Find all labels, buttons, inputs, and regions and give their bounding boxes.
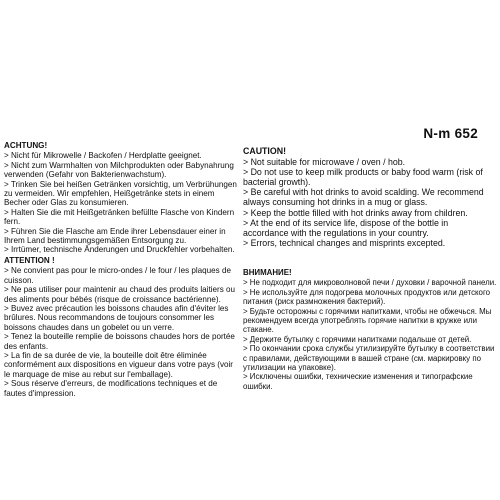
warning-item: > Trinken Sie bei heißen Getränken vorsichtig, um Verbrühungen zu vermeiden. Wir empfehlen, Heißgetränke stets in einem Becher oder Glas zu konsumieren. bbox=[4, 179, 237, 208]
warning-item: > Keep the bottle filled with hot drinks away from children. bbox=[243, 207, 468, 218]
warning-item: > Nicht für Mikrowelle / Backofen / Herdplatte geeignet. bbox=[4, 151, 202, 161]
warning-list bbox=[243, 157, 495, 248]
warning-item: > Ne convient pas pour le micro-ondes / le four / les plaques de cuisson. bbox=[4, 266, 231, 285]
section-heading: ACHTUNG! bbox=[4, 141, 48, 150]
section-heading: ВНИМАНИЕ! bbox=[243, 268, 292, 277]
warning-item: > Not suitable for microwave / oven / hob. bbox=[243, 157, 406, 168]
warning-item: > По окончании срока службы утилизируйте бутылку в соответствии с правилами, действующими в вашей стране (см. маркировку по утилизации на упаковке). bbox=[243, 344, 495, 373]
warning-item: > Errors, technical changes and misprints excepted. bbox=[243, 237, 446, 248]
warning-list bbox=[4, 151, 240, 254]
warning-item: > Be careful with hot drinks to avoid scalding. We recommend always consuming hot drinks in a mug or glass. bbox=[243, 187, 484, 208]
warning-section-russian bbox=[243, 268, 497, 391]
warning-item: > La fin de sa durée de vie, la bouteille doit être éliminée conformément aux dispositions en vigueur dans votre pays (voir le marquage de mise au rebut sur l'emballage). bbox=[4, 351, 233, 379]
warning-list bbox=[243, 278, 497, 391]
warning-item: > Держите бутылку с горячими напитками подальше от детей. bbox=[243, 334, 472, 344]
warning-item: > Nicht zum Warmhalten von Milchprodukten oder Babynahrung verwenden (Gefahr von Bakterienwachstum). bbox=[4, 160, 234, 180]
warning-section-french bbox=[4, 256, 240, 398]
warning-item: > Do not use to keep milk products or baby food warm (risk of bacterial growth). bbox=[243, 167, 483, 188]
warning-item: > Buvez avec précaution les boissons chaudes afin d'éviter les brûlures. Nous recommandons de toujours consommer les boissons chaudes dans un gobelet ou un verre. bbox=[4, 304, 229, 332]
warning-item: > Не используйте для подогрева молочных продуктов или детского питания (риск размножения бактерий). bbox=[243, 287, 491, 307]
warning-item: > Ne pas utiliser pour maintenir au chaud des produits laitiers ou des aliments pour bébés (risque de croissance bactérienne). bbox=[4, 285, 236, 304]
warning-item: > Sous réserve d'erreurs, de modifications techniques et de fautes d'impression. bbox=[4, 379, 218, 398]
warning-section-german bbox=[4, 141, 240, 255]
warning-item: > Исключены ошибки, технические изменения и типографские ошибки. bbox=[243, 372, 473, 391]
warning-item: > Будьте осторожны с горячими напитками, чтобы не обжечься. Мы рекомендуем всегда употреблять горячие напитки в кружке или стакане. bbox=[243, 306, 492, 335]
warning-section-english bbox=[243, 146, 495, 248]
warning-item: > Irrtümer, technische Änderungen und Druckfehler vorbehalten. bbox=[4, 245, 235, 255]
model-number: N-m 652 bbox=[423, 126, 478, 141]
warning-list bbox=[4, 266, 240, 398]
warning-item: > At the end of its service life, dispose of the bottle in accordance with the regulations in your country. bbox=[243, 217, 449, 238]
warning-item: > Не подходит для микроволновой печи / духовки / варочной панели. bbox=[243, 278, 497, 288]
section-heading: CAUTION! bbox=[243, 146, 287, 156]
warning-item: > Führen Sie die Flasche am Ende ihrer Lebensdauer einer in Ihrem Land bestimmungsgemäßen Entsorgung zu. bbox=[4, 226, 226, 246]
section-heading: ATTENTION ! bbox=[4, 256, 55, 265]
warning-item: > Tenez la bouteille remplie de boissons chaudes hors de portée des enfants. bbox=[4, 332, 235, 351]
warning-item: > Halten Sie die mit Heißgetränken befüllte Flasche von Kindern fern. bbox=[4, 207, 235, 227]
